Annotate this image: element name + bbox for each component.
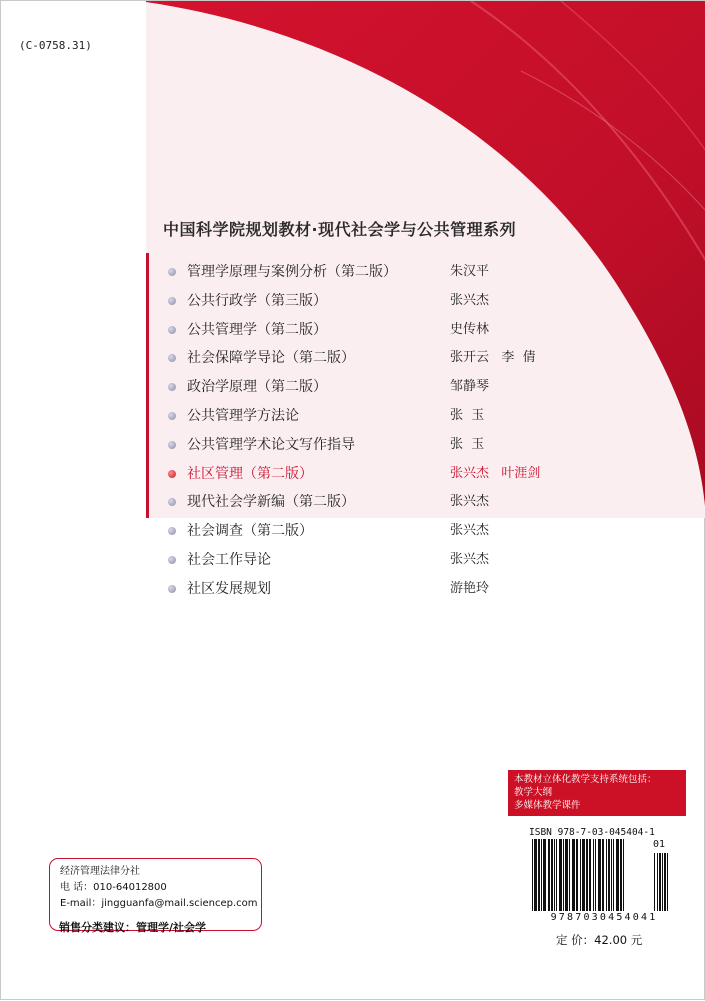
- bullet-icon: [168, 412, 176, 420]
- book-author: 张 玉: [450, 407, 485, 423]
- book-item: [168, 289, 618, 318]
- book-item: [168, 346, 618, 375]
- book-item: [168, 519, 618, 548]
- book-title: 现代社会学新编（第二版）: [187, 494, 355, 511]
- series-title: 中国科学院规划教材·现代社会学与公共管理系列: [163, 220, 517, 239]
- price-label: 定 价：42.00 元: [556, 933, 643, 947]
- bullet-icon: [168, 556, 176, 564]
- book-title: 管理学原理与案例分析（第二版）: [187, 264, 397, 280]
- book-code: (C-0758.31): [19, 39, 92, 52]
- isbn-label: ISBN 978-7-03-045404-1: [529, 827, 655, 838]
- book-title: 公共管理学方法论: [187, 407, 299, 424]
- book-item: [168, 404, 618, 433]
- bullet-icon: [168, 585, 176, 593]
- book-item: [168, 548, 618, 577]
- promo-item: 教学大纲: [514, 787, 553, 798]
- barcode-digits: 9787030454041: [550, 912, 658, 923]
- publisher-phone: 电 话：010-64012800: [60, 882, 167, 893]
- teaching-support-box: [508, 770, 686, 816]
- book-author: 张开云 李 倩: [450, 350, 536, 366]
- book-title: 公共管理学术论文写作指导: [187, 436, 355, 453]
- book-title: 社会调查（第二版）: [187, 523, 313, 540]
- bullet-icon: [168, 383, 176, 391]
- bullet-icon: [168, 297, 176, 305]
- book-item: [168, 318, 618, 347]
- book-title: 公共行政学（第三版）: [187, 292, 327, 309]
- sales-classification: 销售分类建议：管理学/社会学: [59, 921, 207, 934]
- book-item: [168, 490, 618, 519]
- book-author: 张兴杰: [450, 292, 490, 308]
- bullet-icon: [168, 354, 176, 362]
- promo-item: 多媒体教学课件: [514, 800, 581, 811]
- book-author: 史传林: [450, 321, 490, 337]
- list-accent-bar: [146, 253, 149, 518]
- publisher-name: 经济管理法律分社: [60, 866, 140, 877]
- book-title: 公共管理学（第二版）: [187, 321, 327, 338]
- book-author: 张兴杰 叶涯剑: [450, 465, 541, 481]
- book-author: 张兴杰: [450, 551, 490, 567]
- book-author: 张 玉: [450, 436, 485, 452]
- bullet-icon: [168, 498, 176, 506]
- promo-heading: 本教材立体化教学支持系统包括：: [514, 774, 657, 785]
- book-item: [168, 375, 618, 404]
- book-title: 社会保障学导论（第二版）: [187, 350, 355, 367]
- publisher-email: E-mail：jingguanfa@mail.sciencep.com: [60, 898, 258, 909]
- book-author: 邹静琴: [450, 379, 490, 395]
- barcode: [530, 839, 678, 914]
- book-title: 社会工作导论: [187, 551, 271, 568]
- bullet-icon: [168, 441, 176, 449]
- bullet-icon: [168, 326, 176, 334]
- bullet-icon: [168, 470, 176, 478]
- bullet-icon: [168, 527, 176, 535]
- bullet-icon: [168, 268, 176, 276]
- book-author: 张兴杰: [450, 523, 490, 539]
- book-author: 张兴杰: [450, 494, 490, 510]
- book-item: [168, 260, 618, 289]
- book-author: 游艳玲: [450, 580, 490, 596]
- book-item-highlighted: [168, 462, 618, 491]
- book-author: 朱汉平: [450, 264, 490, 279]
- book-title: 政治学原理（第二版）: [187, 379, 327, 396]
- book-item: [168, 433, 618, 462]
- barcode-addon-digits: 01: [653, 839, 666, 850]
- book-list: [168, 260, 618, 606]
- book-item: [168, 577, 618, 606]
- book-title: 社区管理（第二版）: [187, 465, 313, 482]
- book-title: 社区发展规划: [187, 580, 271, 597]
